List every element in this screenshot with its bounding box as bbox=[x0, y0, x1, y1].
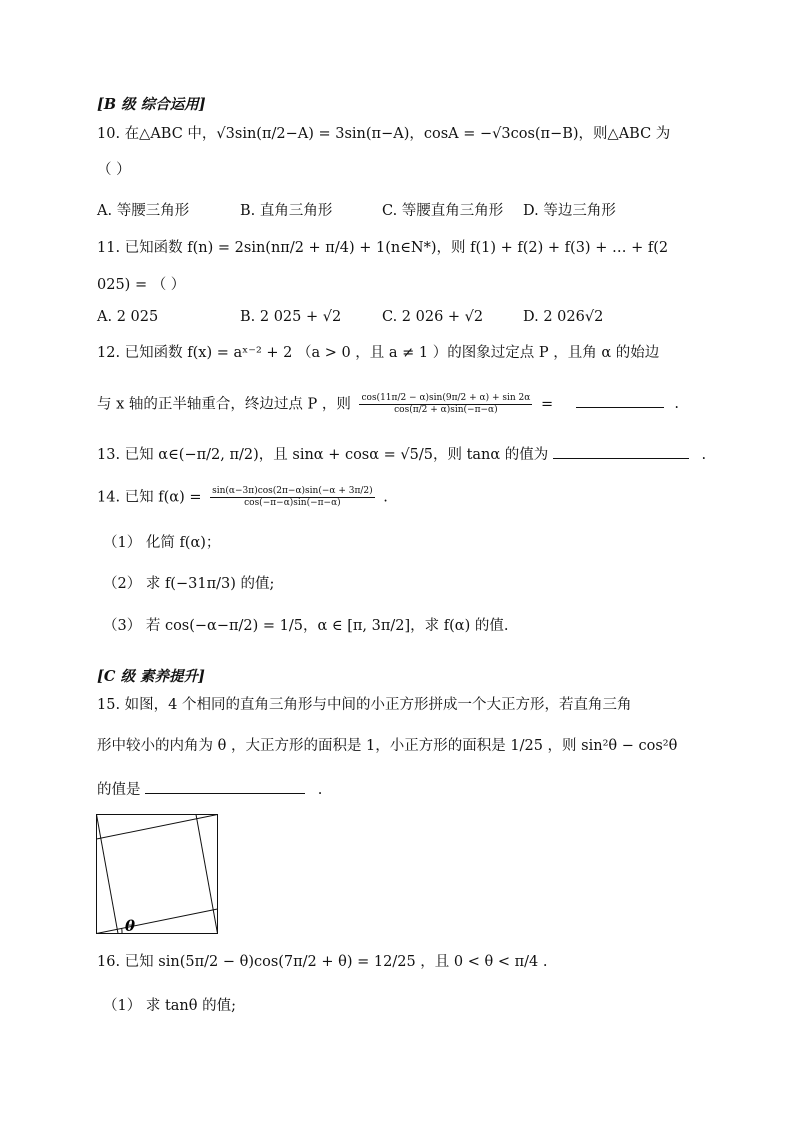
q16-stem: 16. 已知 sin(5π/2 − θ)cos(7π/2 + θ) = 12/25 ，且 0 < θ < π/4 . bbox=[97, 954, 548, 970]
q12-frac-num: cos(11π/2 − α)sin(9π/2 + α) + sin 2α bbox=[361, 393, 531, 403]
triangle-edge-left bbox=[97, 815, 119, 934]
q12-end: . bbox=[674, 396, 679, 413]
q14-part-3: （3） 若 cos(−α−π/2) = 1/5，α ∈ [π, 3π/2]，求 f(α) 的值. bbox=[103, 618, 509, 634]
section-b-heading: [B 级 综合运用] bbox=[97, 96, 206, 113]
q11-option-d: D. 2 026√2 bbox=[523, 309, 604, 325]
q12-stem: 12. 已知函数 f(x) = aˣ⁻² + 2 （a > 0 ，且 a ≠ 1 ）的图象过定点 P ，且角 α 的始边 bbox=[97, 345, 660, 361]
pinwheel-square-figure bbox=[96, 814, 218, 934]
q10-option-c: C. 等腰直角三角形 bbox=[382, 203, 504, 219]
theta-label: θ bbox=[125, 917, 136, 934]
q10-paren: （ ） bbox=[97, 162, 131, 178]
triangle-edge-right bbox=[196, 815, 218, 934]
q14-frac-den: cos(−π−α)sin(−π−α) bbox=[244, 497, 341, 508]
q15-end: . bbox=[317, 782, 323, 798]
q15-answer-blank[interactable] bbox=[145, 779, 305, 794]
q12-stem-text: 与 x 轴的正半轴重合，终边过点 P ，则 bbox=[97, 396, 351, 413]
q16-part-1: （1） 求 tanθ 的值; bbox=[103, 998, 236, 1014]
q12-stem-cont bbox=[97, 393, 679, 416]
q15-stem: 15. 如图，4 个相同的直角三角形与中间的小正方形拼成一个大正方形，若直角三角 bbox=[97, 697, 632, 713]
q12-fraction bbox=[359, 393, 532, 416]
q11-option-a: A. 2 025 bbox=[97, 309, 159, 325]
q14-frac-num: sin(α−3π)cos(2π−α)sin(−α + 3π/2) bbox=[212, 486, 373, 496]
q13-answer-blank[interactable] bbox=[553, 444, 689, 459]
q14-stem: 14. 已知 f(α) = bbox=[97, 489, 202, 506]
q15-answer-label: 的值是 bbox=[97, 782, 141, 798]
section-c-heading: [C 级 素养提升] bbox=[97, 668, 205, 685]
q10-option-d: D. 等边三角形 bbox=[523, 203, 616, 219]
q12-answer-blank[interactable] bbox=[576, 393, 664, 408]
q10-option-b: B. 直角三角形 bbox=[240, 203, 333, 219]
q11-stem: 11. 已知函数 f(n) = 2sin(nπ/2 + π/4) + 1(n∈N*)，则 f(1) + f(2) + f(3) + … + f(2 bbox=[97, 240, 669, 256]
q11-option-b: B. 2 025 + √2 bbox=[240, 309, 342, 325]
q13-end: . bbox=[701, 447, 707, 463]
q13-stem-line bbox=[97, 444, 706, 464]
q11-stem-cont: 025) = （ ） bbox=[97, 277, 186, 293]
q14-part-2: （2） 求 f(−31π/3) 的值; bbox=[103, 576, 275, 592]
q14-fraction bbox=[210, 486, 375, 509]
q11-option-c: C. 2 026 + √2 bbox=[382, 309, 484, 325]
q10-option-a: A. 等腰三角形 bbox=[97, 203, 190, 219]
q15-answer-line bbox=[97, 779, 322, 799]
q12-frac-den: cos(π/2 + α)sin(−π−α) bbox=[394, 404, 498, 415]
q12-equals: = bbox=[540, 396, 554, 413]
q14-end: . bbox=[383, 489, 388, 506]
q13-stem: 13. 已知 α∈(−π/2, π/2)，且 sinα + cosα = √5/5，则 tanα 的值为 bbox=[97, 447, 549, 463]
q14-part-1: （1） 化简 f(α)； bbox=[103, 535, 221, 551]
q14-stem-line bbox=[97, 486, 388, 509]
q15-stem-cont: 形中较小的内角为 θ ，大正方形的面积是 1，小正方形的面积是 1/25 ，则 sin²θ − cos²θ bbox=[97, 738, 678, 754]
q10-stem: 10. 在△ABC 中，√3sin(π/2−A) = 3sin(π−A)，cosA = −√3cos(π−B)，则△ABC 为 bbox=[97, 126, 671, 142]
